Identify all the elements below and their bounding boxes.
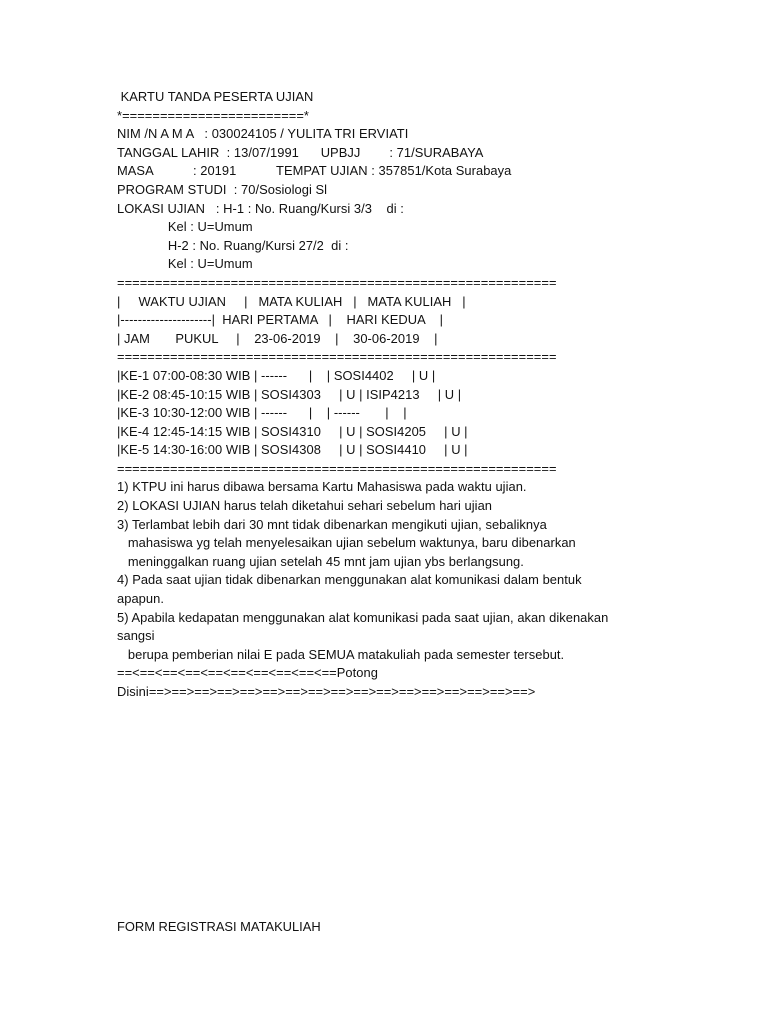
- cut-line-1: ==<==<==<==<==<==<==<==<==<==Potong: [117, 665, 378, 681]
- note-5-line-3: berupa pemberian nilai E pada SEMUA matakuliah pada semester tersebut.: [117, 646, 565, 662]
- form-registrasi-title: FORM REGISTRASI MATAKULIAH: [117, 919, 321, 934]
- note-1: 1) KTPU ini harus dibawa bersama Kartu Mahasiswa pada waktu ujian.: [117, 479, 527, 495]
- tanggal-lahir-line: TANGGAL LAHIR : 13/07/1991 UPBJJ : 71/SURABAYA: [117, 144, 484, 160]
- schedule-row: |KE-4 12:45-14:15 WIB | SOSI4310 | U | SOSI4205 | U |: [117, 423, 468, 439]
- note-3-line-1: 3) Terlambat lebih dari 30 mnt tidak dibenarkan mengikuti ujian, sebaliknya: [117, 516, 547, 532]
- schedule-rule-mid: ==========================================================: [117, 349, 557, 365]
- schedule-row: |KE-1 07:00-08:30 WIB | ------ | | SOSI4402 | U |: [117, 367, 436, 383]
- schedule-row: |KE-3 10:30-12:00 WIB | ------ | | ------ | |: [117, 405, 407, 421]
- masa-line: MASA : 20191 TEMPAT UJIAN : 357851/Kota Surabaya: [117, 163, 512, 179]
- cut-line-2: Disini==>==>==>==>==>==>==>==>==>==>==>==>==>==>==>==>==>: [117, 684, 536, 699]
- exam-card: [117, 88, 677, 702]
- schedule-row: |KE-2 08:45-10:15 WIB | SOSI4303 | U | ISIP4213 | U |: [117, 386, 462, 402]
- note-4-line-2: apapun.: [117, 591, 164, 607]
- schedule-row: |KE-5 14:30-16:00 WIB | SOSI4308 | U | SOSI4410 | U |: [117, 442, 468, 458]
- schedule-header-3: | JAM PUKUL | 23-06-2019 | 30-06-2019 |: [117, 330, 438, 346]
- note-4-line-1: 4) Pada saat ujian tidak dibenarkan menggunakan alat komunikasi dalam bentuk: [117, 572, 582, 588]
- note-3-line-2: mahasiswa yg telah menyelesaikan ujian sebelum waktunya, baru dibenarkan: [117, 535, 576, 551]
- note-3-line-3: meninggalkan ruang ujian setelah 45 mnt jam ujian ybs berlangsung.: [117, 553, 524, 569]
- schedule-rule-top: ==========================================================: [117, 274, 557, 290]
- lokasi-ujian-h2-kel-line: Kel : U=Umum: [117, 256, 253, 272]
- nim-nama-line: NIM /N A M A : 030024105 / YULITA TRI ERVIATI: [117, 126, 409, 142]
- program-studi-line: PROGRAM STUDI : 70/Sosiologi Sl: [117, 181, 328, 197]
- note-2: 2) LOKASI UJIAN harus telah diketahui sehari sebelum hari ujian: [117, 498, 493, 514]
- lokasi-ujian-h1-line: LOKASI UJIAN : H-1 : No. Ruang/Kursi 3/3 di :: [117, 200, 404, 216]
- card-title: KARTU TANDA PESERTA UJIAN: [117, 89, 314, 104]
- lokasi-ujian-h2-line: H-2 : No. Ruang/Kursi 27/2 di :: [117, 237, 349, 253]
- note-5-line-2: sangsi: [117, 628, 155, 644]
- schedule-header-2: |---------------------| HARI PERTAMA | HARI KEDUA |: [117, 312, 443, 328]
- lokasi-ujian-h1-kel-line: Kel : U=Umum: [117, 219, 253, 235]
- note-5-line-1: 5) Apabila kedapatan menggunakan alat komunikasi pada saat ujian, akan dikenakan: [117, 609, 609, 625]
- schedule-rule-bottom: ==========================================================: [117, 460, 557, 476]
- schedule-header-1: | WAKTU UJIAN | MATA KULIAH | MATA KULIAH |: [117, 293, 466, 309]
- card-title-rule: *========================*: [117, 107, 310, 123]
